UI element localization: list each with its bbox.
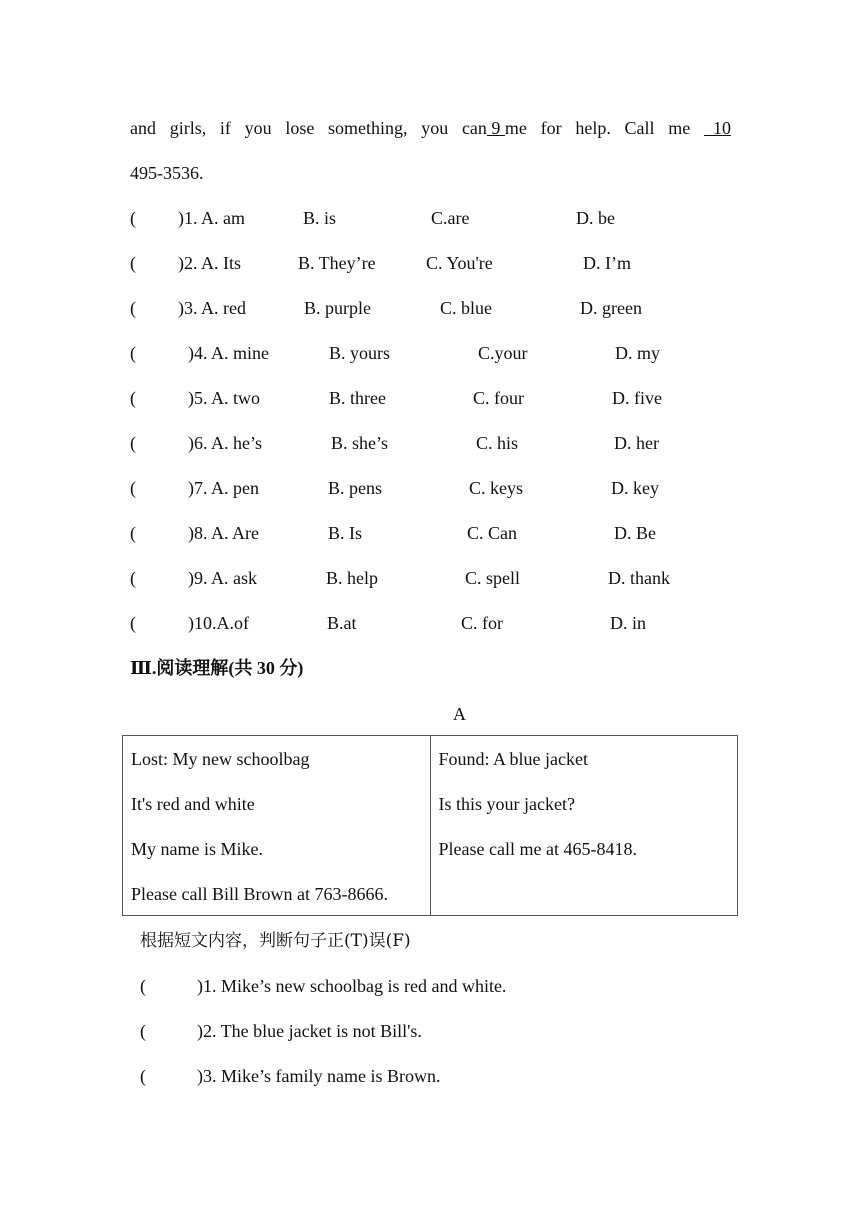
- cloze-question-row: [0, 477, 860, 499]
- option-c: C. four: [473, 388, 524, 408]
- statement-text: )3. Mike’s family name is Brown.: [197, 1066, 441, 1086]
- cloze-intro-line-2: 495-3536.: [130, 163, 204, 183]
- intro-word: you: [244, 118, 272, 138]
- answer-paren: (: [130, 613, 136, 633]
- option-d: D. in: [610, 613, 646, 633]
- intro-word: me: [504, 118, 527, 138]
- option-b: B. she’s: [331, 433, 389, 453]
- answer-paren: (: [130, 253, 136, 273]
- true-false-instruction: 根据短文内容，判断句子正(T)误(F): [140, 931, 411, 951]
- question-option-a: )6. A. he’s: [188, 433, 262, 453]
- question-option-a: )8. A. Are: [188, 523, 259, 543]
- option-d: D. green: [580, 298, 642, 318]
- lost-line: It's red and white: [131, 794, 255, 814]
- option-b: B. Is: [328, 523, 363, 543]
- option-b: B.at: [327, 613, 357, 633]
- answer-paren: (: [130, 388, 136, 408]
- statement-text: )1. Mike’s new schoolbag is red and white.: [197, 976, 507, 996]
- answer-paren: (: [130, 298, 136, 318]
- intro-word: for: [540, 118, 562, 138]
- passage-label: A: [453, 704, 466, 724]
- true-false-item: [140, 975, 740, 997]
- question-option-a: )10.A.of: [188, 613, 249, 633]
- option-c: C. keys: [469, 478, 523, 498]
- true-false-item: [140, 1065, 740, 1087]
- cloze-intro-line-1: [130, 117, 731, 139]
- option-b: B. purple: [304, 298, 371, 318]
- true-false-item: [140, 1020, 740, 1042]
- intro-word: girls,: [169, 118, 207, 138]
- blank-9: 9: [486, 118, 505, 138]
- answer-paren: (: [140, 1066, 146, 1086]
- option-c: C.your: [478, 343, 528, 363]
- cloze-question-row: [0, 342, 860, 364]
- statement-text: )2. The blue jacket is not Bill's.: [197, 1021, 422, 1041]
- found-line: Please call me at 465-8418.: [438, 839, 637, 859]
- intro-word: and: [130, 118, 156, 138]
- option-d: D. thank: [608, 568, 670, 588]
- option-c: C. his: [476, 433, 519, 453]
- found-line: Found: A blue jacket: [438, 749, 588, 769]
- option-d: D. five: [612, 388, 662, 408]
- section-title: Ⅲ.阅读理解(共 30 分): [130, 658, 304, 678]
- answer-paren: (: [140, 976, 146, 996]
- cloze-question-row: [0, 207, 860, 229]
- intro-word: me: [668, 118, 691, 138]
- found-notice: [430, 736, 738, 916]
- question-option-a: )9. A. ask: [188, 568, 257, 588]
- answer-paren: (: [130, 568, 136, 588]
- option-c: C. You're: [426, 253, 493, 273]
- option-d: D. be: [576, 208, 615, 228]
- option-c: C. blue: [440, 298, 492, 318]
- question-option-a: )2. A. Its: [178, 253, 241, 273]
- intro-word: Call: [624, 118, 655, 138]
- intro-word: lose: [285, 118, 315, 138]
- blank-10: 10: [703, 118, 731, 138]
- question-option-a: )7. A. pen: [188, 478, 259, 498]
- option-d: D. her: [614, 433, 659, 453]
- option-b: B. three: [329, 388, 386, 408]
- lost-notice: [123, 736, 431, 916]
- lost-line: My name is Mike.: [131, 839, 263, 859]
- found-line: Is this your jacket?: [438, 794, 575, 814]
- answer-paren: (: [130, 208, 136, 228]
- intro-word-with-blank: [462, 117, 527, 139]
- cloze-question-row: [0, 567, 860, 589]
- option-c: C. spell: [465, 568, 521, 588]
- intro-word: something,: [328, 118, 408, 138]
- option-c: C.are: [431, 208, 470, 228]
- answer-paren: (: [130, 433, 136, 453]
- cloze-question-row: [0, 522, 860, 544]
- lost-line: Please call Bill Brown at 763-8666.: [131, 884, 388, 904]
- option-b: B. yours: [329, 343, 391, 363]
- intro-word: can: [461, 118, 487, 138]
- answer-paren: (: [140, 1021, 146, 1041]
- lost-line: Lost: My new schoolbag: [131, 749, 310, 769]
- option-c: C. Can: [467, 523, 518, 543]
- option-b: B. is: [303, 208, 337, 228]
- question-option-a: )4. A. mine: [188, 343, 269, 363]
- option-b: B. pens: [328, 478, 382, 498]
- cloze-question-row: [0, 387, 860, 409]
- option-d: D. I’m: [583, 253, 631, 273]
- cloze-question-row: [0, 297, 860, 319]
- intro-word: you: [421, 118, 449, 138]
- question-option-a: )1. A. am: [178, 208, 245, 228]
- answer-paren: (: [130, 343, 136, 363]
- answer-paren: (: [130, 523, 136, 543]
- cloze-question-row: [0, 432, 860, 454]
- option-b: B. help: [326, 568, 378, 588]
- intro-word: help.: [575, 118, 611, 138]
- option-d: D. key: [611, 478, 659, 498]
- question-option-a: )5. A. two: [188, 388, 260, 408]
- cloze-question-row: [0, 252, 860, 274]
- option-b: B. They’re: [298, 253, 376, 273]
- option-c: C. for: [461, 613, 503, 633]
- answer-paren: (: [130, 478, 136, 498]
- option-d: D. my: [615, 343, 660, 363]
- notice-table: [122, 735, 738, 916]
- option-d: D. Be: [614, 523, 656, 543]
- question-option-a: )3. A. red: [178, 298, 246, 318]
- intro-word: if: [219, 118, 231, 138]
- cloze-question-row: [0, 612, 860, 634]
